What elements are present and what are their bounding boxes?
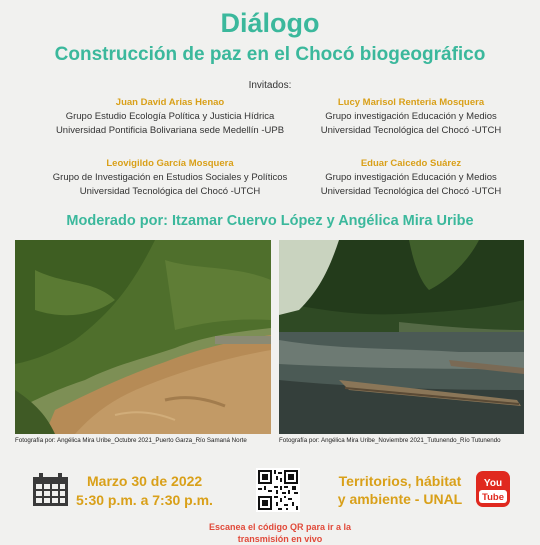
event-date: Marzo 30 de 2022 [87,473,203,489]
moderator-text: Moderado por: Itzamar Cuervo López y Angélica Mira Uribe [66,213,474,229]
guest-2 [281,96,540,138]
guest-group: Grupo investigación Educación y Medios [325,111,497,122]
guest-university: Universidad Tecnológica del Chocó -UTCH [320,186,502,197]
guest-3 [32,157,308,199]
guest-university: Universidad Tecnológica del Chocó -UTCH [79,186,261,197]
guest-name: Leovigildo García Mosquera [106,158,234,169]
invited-label: Invitados: [248,80,292,91]
calendar-icon [32,473,69,507]
qr-scan-note [170,521,390,545]
photo-caption: Fotografía por: Angélica Mira Uribe_Octubre 2021_Puerto Garza_Río Samaná Norte [15,437,247,444]
guest-1 [40,96,300,138]
youtube-logo-icon[interactable] [476,471,510,507]
guest-university: Universidad Pontificia Bolivariana sede Medellín -UPB [55,125,285,136]
qr-note-line1: Escanea el código QR para ir a la [208,522,352,532]
photo-caption: Fotografía por: Angélica Mira Uribe_Noviembre 2021_Tutunendo_Río Tutunendo [279,437,501,444]
qr-note-line2: transmisión en vivo [237,534,323,544]
river-photo-samana [15,240,271,434]
event-time: 5:30 p.m. a 7:30 p.m. [76,492,213,508]
guest-university: Universidad Tecnológica del Chocó -UTCH [320,125,502,136]
guest-group: Grupo investigación Educación y Medios [325,172,497,183]
organizer-line1: Territorios, hábitat [338,473,462,489]
guest-group: Grupo de Investigación en Estudios Sociales y Políticos [52,172,288,183]
river-photo-tutunendo [279,240,524,434]
guest-4 [281,157,540,199]
qr-code-icon[interactable] [256,468,300,512]
guest-group: Grupo Estudio Ecología Política y Justicia Hídrica [65,111,275,122]
youtube-logo-text-you: You [483,478,503,489]
page-subtitle: Construcción de paz en el Chocó biogeográfico [54,44,486,65]
youtube-logo-text-tube: Tube [482,492,504,503]
page-title: Diálogo [220,8,320,38]
organizer-name [330,472,470,508]
guest-name: Lucy Marisol Renteria Mosquera [337,97,485,108]
guest-name: Juan David Arias Henao [115,97,225,108]
organizer-line2: y ambiente - UNAL [337,491,463,507]
guest-name: Eduar Caicedo Suárez [360,158,462,169]
